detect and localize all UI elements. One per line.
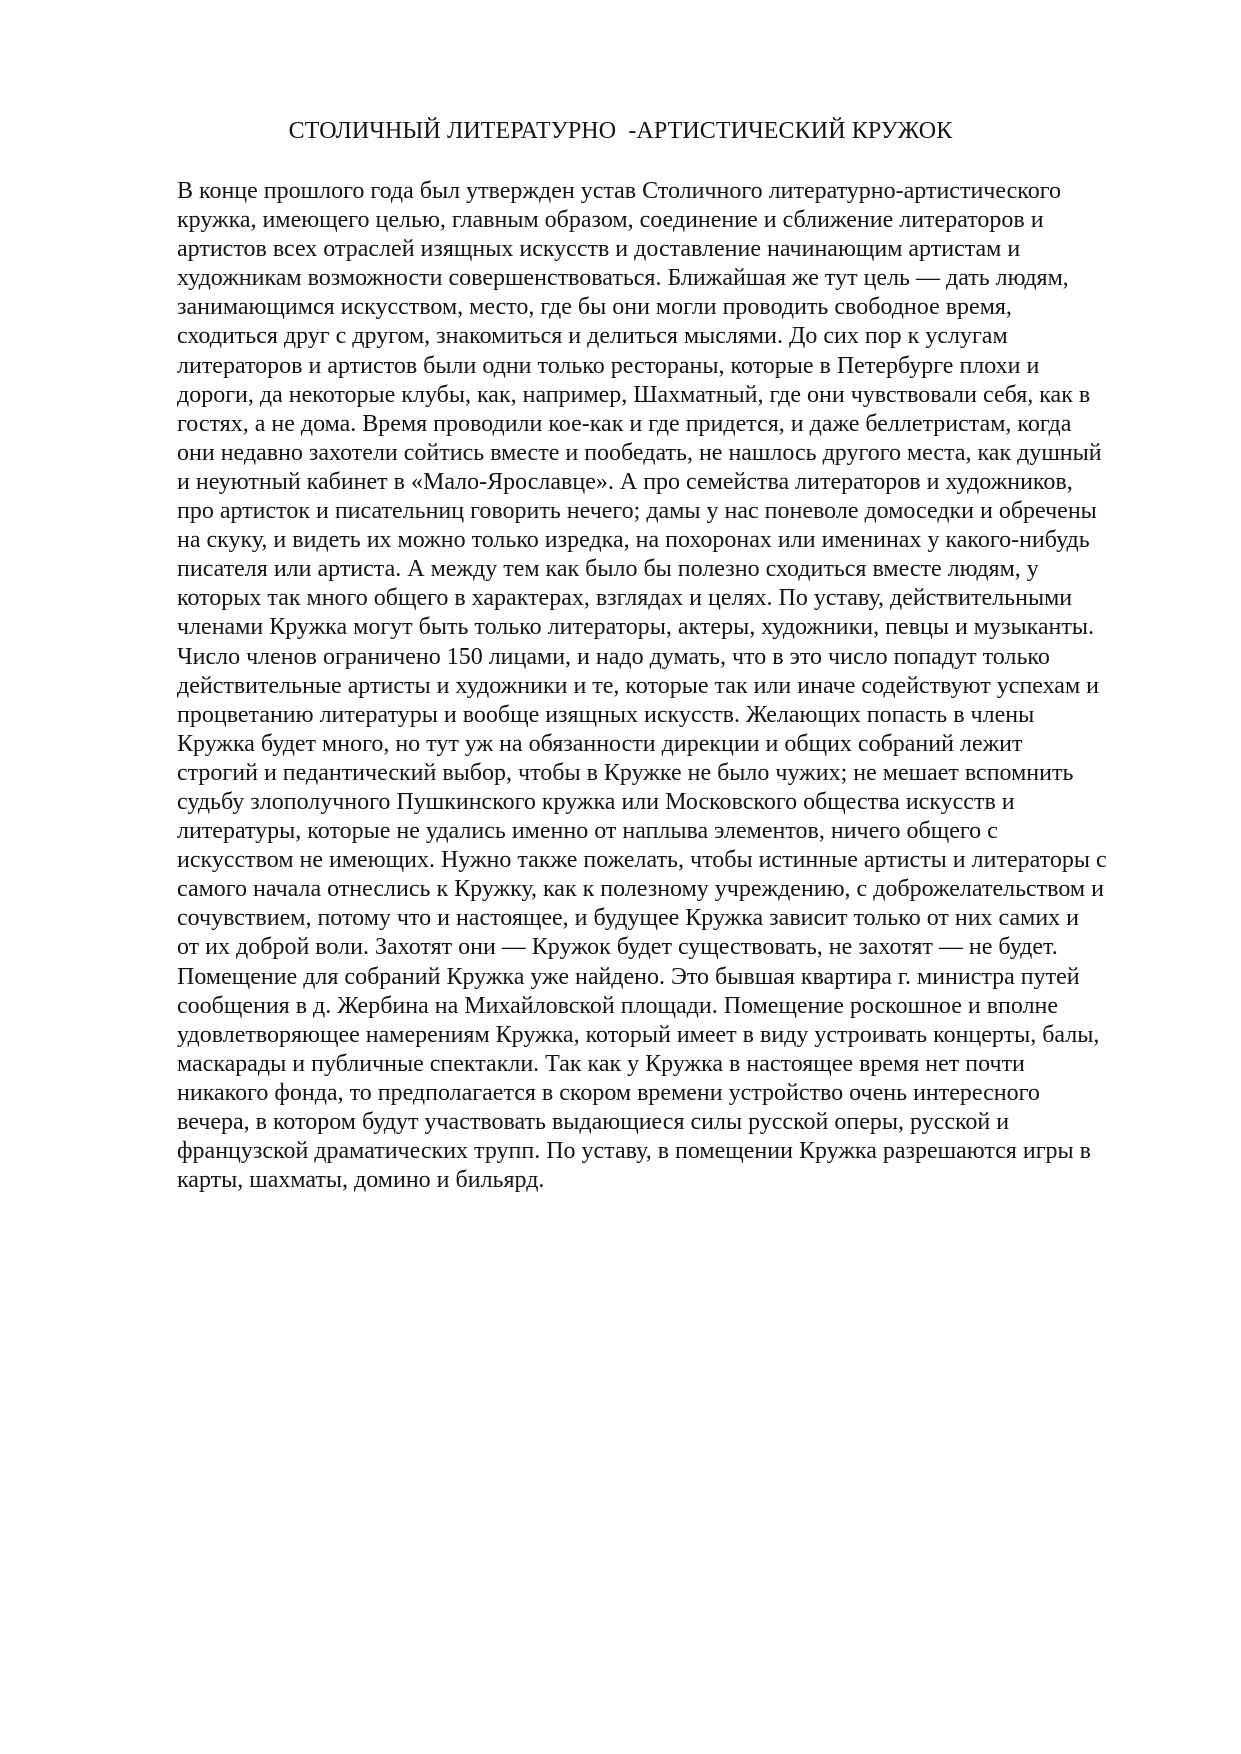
body-line: удовлетворяющее намерениям Кружка, который имеет в виду устроивать концерты, балы, bbox=[177, 1021, 1100, 1048]
body-line: от их доброй воли. Захотят они — Кружок будет существовать, не захотят — не будет. bbox=[177, 934, 1058, 961]
body-line: Помещение для собраний Кружка уже найдено. Это бывшая квартира г. министра путей bbox=[177, 963, 1080, 990]
body-line: французской драматических трупп. По уставу, в помещении Кружка разрешаются игры в bbox=[177, 1138, 1091, 1165]
body-line: самого начала отнеслись к Кружку, как к полезному учреждению, с доброжелательством и bbox=[177, 876, 1104, 903]
body-line: артистов всех отраслей изящных искусств и доставление начинающим артистам и bbox=[177, 236, 1021, 263]
body-line: действительные артисты и художники и те, которые так или иначе содействуют успехам и bbox=[177, 672, 1099, 699]
body-line: литераторов и артистов были одни только рестораны, которые в Петербурге плохи и bbox=[177, 352, 1040, 379]
body-line: писателя или артиста. А между тем как было бы полезно сходиться вместе людям, у bbox=[177, 556, 1039, 583]
body-line: сходиться друг с другом, знакомиться и делиться мыслями. До сих пор к услугам bbox=[177, 323, 1008, 350]
body-line: сообщения в д. Жербина на Михайловской площади. Помещение роскошное и вполне bbox=[177, 992, 1059, 1019]
body-line: маскарады и публичные спектакли. Так как у Кружка в настоящее время нет почти bbox=[177, 1050, 1025, 1077]
body-line: и неуютный кабинет в «Мало-Ярославце». А про семейства литераторов и художников, bbox=[177, 468, 1073, 495]
body-line: процветанию литературы и вообще изящных искусств. Желающих попасть в члены bbox=[177, 701, 1035, 728]
body-line: художникам возможности совершенствоваться. Ближайшая же тут цель — дать людям, bbox=[177, 265, 1069, 292]
document-body bbox=[177, 177, 1157, 1195]
body-line: гостях, а не дома. Время проводили кое-как и где придется, и даже беллетристам, когда bbox=[177, 410, 1072, 437]
body-line: занимающимся искусством, место, где бы они могли проводить свободное время, bbox=[177, 294, 1012, 321]
body-line: сочувствием, потому что и настоящее, и будущее Кружка зависит только от них самих и bbox=[177, 905, 1080, 932]
body-line: вечера, в котором будут участвовать выдающиеся силы русской оперы, русской и bbox=[177, 1109, 1010, 1135]
document-title: СТОЛИЧНЫЙ ЛИТЕРАТУРНО -АРТИСТИЧЕСКИЙ КРУЖОК bbox=[288, 118, 953, 144]
body-line: искусством не имеющих. Нужно также пожелать, чтобы истинные артисты и литераторы с bbox=[177, 847, 1107, 874]
body-line: литературы, которые не удались именно от наплыва элементов, ничего общего с bbox=[177, 818, 998, 845]
body-line: на скуку, и видеть их можно только изредка, на похоронах или именинах у какого-нибудь bbox=[177, 527, 1090, 554]
body-line: строгий и педантический выбор, чтобы в Кружке не было чужих; не мешает вспомнить bbox=[177, 759, 1074, 786]
body-line: В конце прошлого года был утвержден устав Столичного литературно-артистического bbox=[177, 178, 1061, 204]
body-line: судьбу злополучного Пушкинского кружка или Московского общества искусств и bbox=[177, 788, 1015, 815]
body-line: никакого фонда, то предполагается в скором времени устройство очень интересного bbox=[177, 1079, 1040, 1106]
body-line: про артисток и писательниц говорить нечего; дамы у нас поневоле домоседки и обречены bbox=[177, 498, 1097, 525]
body-line: Число членов ограничено 150 лицами, и надо думать, что в это число попадут только bbox=[177, 643, 1050, 670]
body-line: кружка, имеющего целью, главным образом, соединение и сближение литераторов и bbox=[177, 207, 1044, 234]
body-line: Кружка будет много, но тут уж на обязанности дирекции и общих собраний лежит bbox=[177, 730, 1023, 757]
body-line: карты, шахматы, домино и бильярд. bbox=[177, 1167, 545, 1194]
body-line: дороги, да некоторые клубы, как, например, Шахматный, где они чувствовали себя, как в bbox=[177, 381, 1091, 408]
body-line: членами Кружка могут быть только литераторы, актеры, художники, певцы и музыканты. bbox=[177, 614, 1094, 641]
body-line: которых так много общего в характерах, взглядах и целях. По уставу, действительными bbox=[177, 585, 1073, 612]
body-line: они недавно захотели сойтись вместе и пообедать, не нашлось другого места, как душный bbox=[177, 439, 1102, 466]
